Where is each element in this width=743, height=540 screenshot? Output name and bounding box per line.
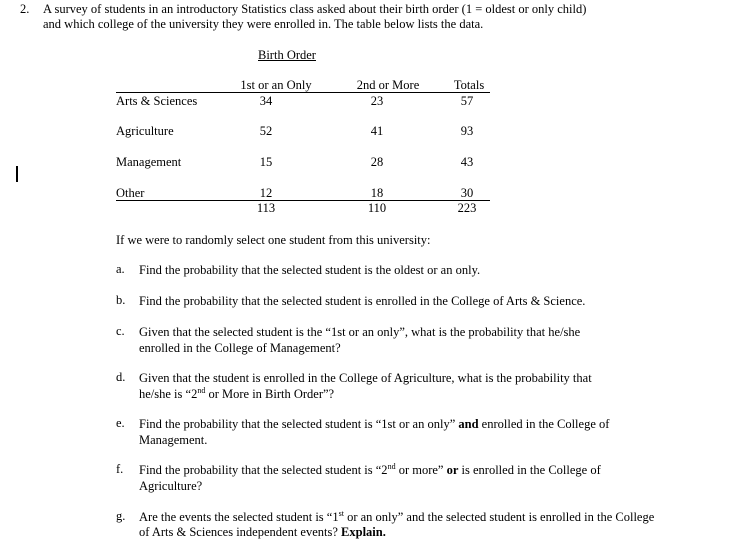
item-letter: e.	[116, 416, 125, 430]
text-run: or More in Birth Order”?	[205, 387, 335, 401]
item-letter: c.	[116, 324, 125, 338]
superscript: nd	[387, 461, 396, 471]
item-text	[139, 386, 334, 402]
superscript: nd	[197, 385, 206, 395]
table-group-header: Birth Order	[258, 48, 316, 62]
cell-value: 28	[370, 155, 384, 169]
text-run: he/she is “2	[139, 387, 198, 401]
item-text	[139, 509, 654, 525]
cell-value: 52	[259, 124, 273, 138]
total-value: 113	[256, 201, 276, 215]
cell-value: 12	[259, 186, 273, 200]
question-intro-line2: and which college of the university they were enrolled in. The table below lists the data.	[43, 17, 484, 31]
item-text: enrolled in the College of Management?	[139, 341, 341, 355]
item-text: Given that the student is enrolled in the College of Agriculture, what is the probability that	[139, 371, 592, 385]
row-label: Other	[116, 186, 145, 200]
text-run: is enrolled in the College of	[458, 463, 601, 477]
column-header-totals: Totals	[453, 78, 485, 92]
item-text	[139, 462, 601, 478]
item-letter: b.	[116, 293, 126, 307]
bold-text: and	[458, 417, 479, 431]
cell-value: 57	[460, 94, 474, 108]
item-text: Agriculture?	[139, 479, 203, 493]
cell-value: 23	[370, 94, 384, 108]
selection-prompt: If we were to randomly select one student from this university:	[116, 233, 431, 247]
item-text	[139, 524, 386, 540]
row-label: Management	[116, 155, 182, 169]
text-run: enrolled in the College of	[478, 417, 610, 431]
superscript: st	[338, 508, 344, 518]
item-text: Given that the selected student is the “1st or an only”, what is the probability that he/she	[139, 325, 581, 339]
bold-text: Explain.	[341, 525, 386, 539]
row-label: Agriculture	[116, 124, 174, 138]
text-run: Find the probability that the selected student is “2	[139, 463, 388, 477]
item-text: Find the probability that the selected student is enrolled in the College of Arts & Science.	[139, 294, 586, 308]
text-run: Find the probability that the selected student is “1st or an only”	[139, 417, 459, 431]
header-rule	[116, 92, 490, 93]
item-letter: d.	[116, 370, 126, 384]
text-cursor	[16, 166, 18, 182]
total-value: 223	[457, 201, 477, 215]
text-run: or an only” and the selected student is enrolled in the College	[343, 510, 655, 524]
item-letter: g.	[116, 509, 126, 523]
item-text: Find the probability that the selected student is the oldest or an only.	[139, 263, 481, 277]
cell-value: 34	[259, 94, 273, 108]
row-label: Arts & Sciences	[116, 94, 198, 108]
total-value: 110	[367, 201, 387, 215]
item-letter: a.	[116, 262, 125, 276]
cell-value: 15	[259, 155, 273, 169]
item-letter: f.	[116, 462, 124, 476]
text-run: Are the events the selected student is “1	[139, 510, 339, 524]
question-intro-line1: A survey of students in an introductory Statistics class asked about their birth order (1 = oldest or only child)	[43, 2, 587, 16]
text-run: of Arts & Sciences independent events?	[139, 525, 342, 539]
column-header-second: 2nd or More	[356, 78, 420, 92]
item-text	[139, 416, 609, 432]
cell-value: 30	[460, 186, 474, 200]
bold-text: or	[446, 463, 459, 477]
column-header-first: 1st or an Only	[240, 78, 312, 92]
cell-value: 18	[370, 186, 384, 200]
item-text: Management.	[139, 433, 208, 447]
cell-value: 93	[460, 124, 474, 138]
cell-value: 41	[370, 124, 384, 138]
cell-value: 43	[460, 155, 474, 169]
question-number: 2.	[20, 2, 30, 16]
text-run: or more”	[395, 463, 447, 477]
